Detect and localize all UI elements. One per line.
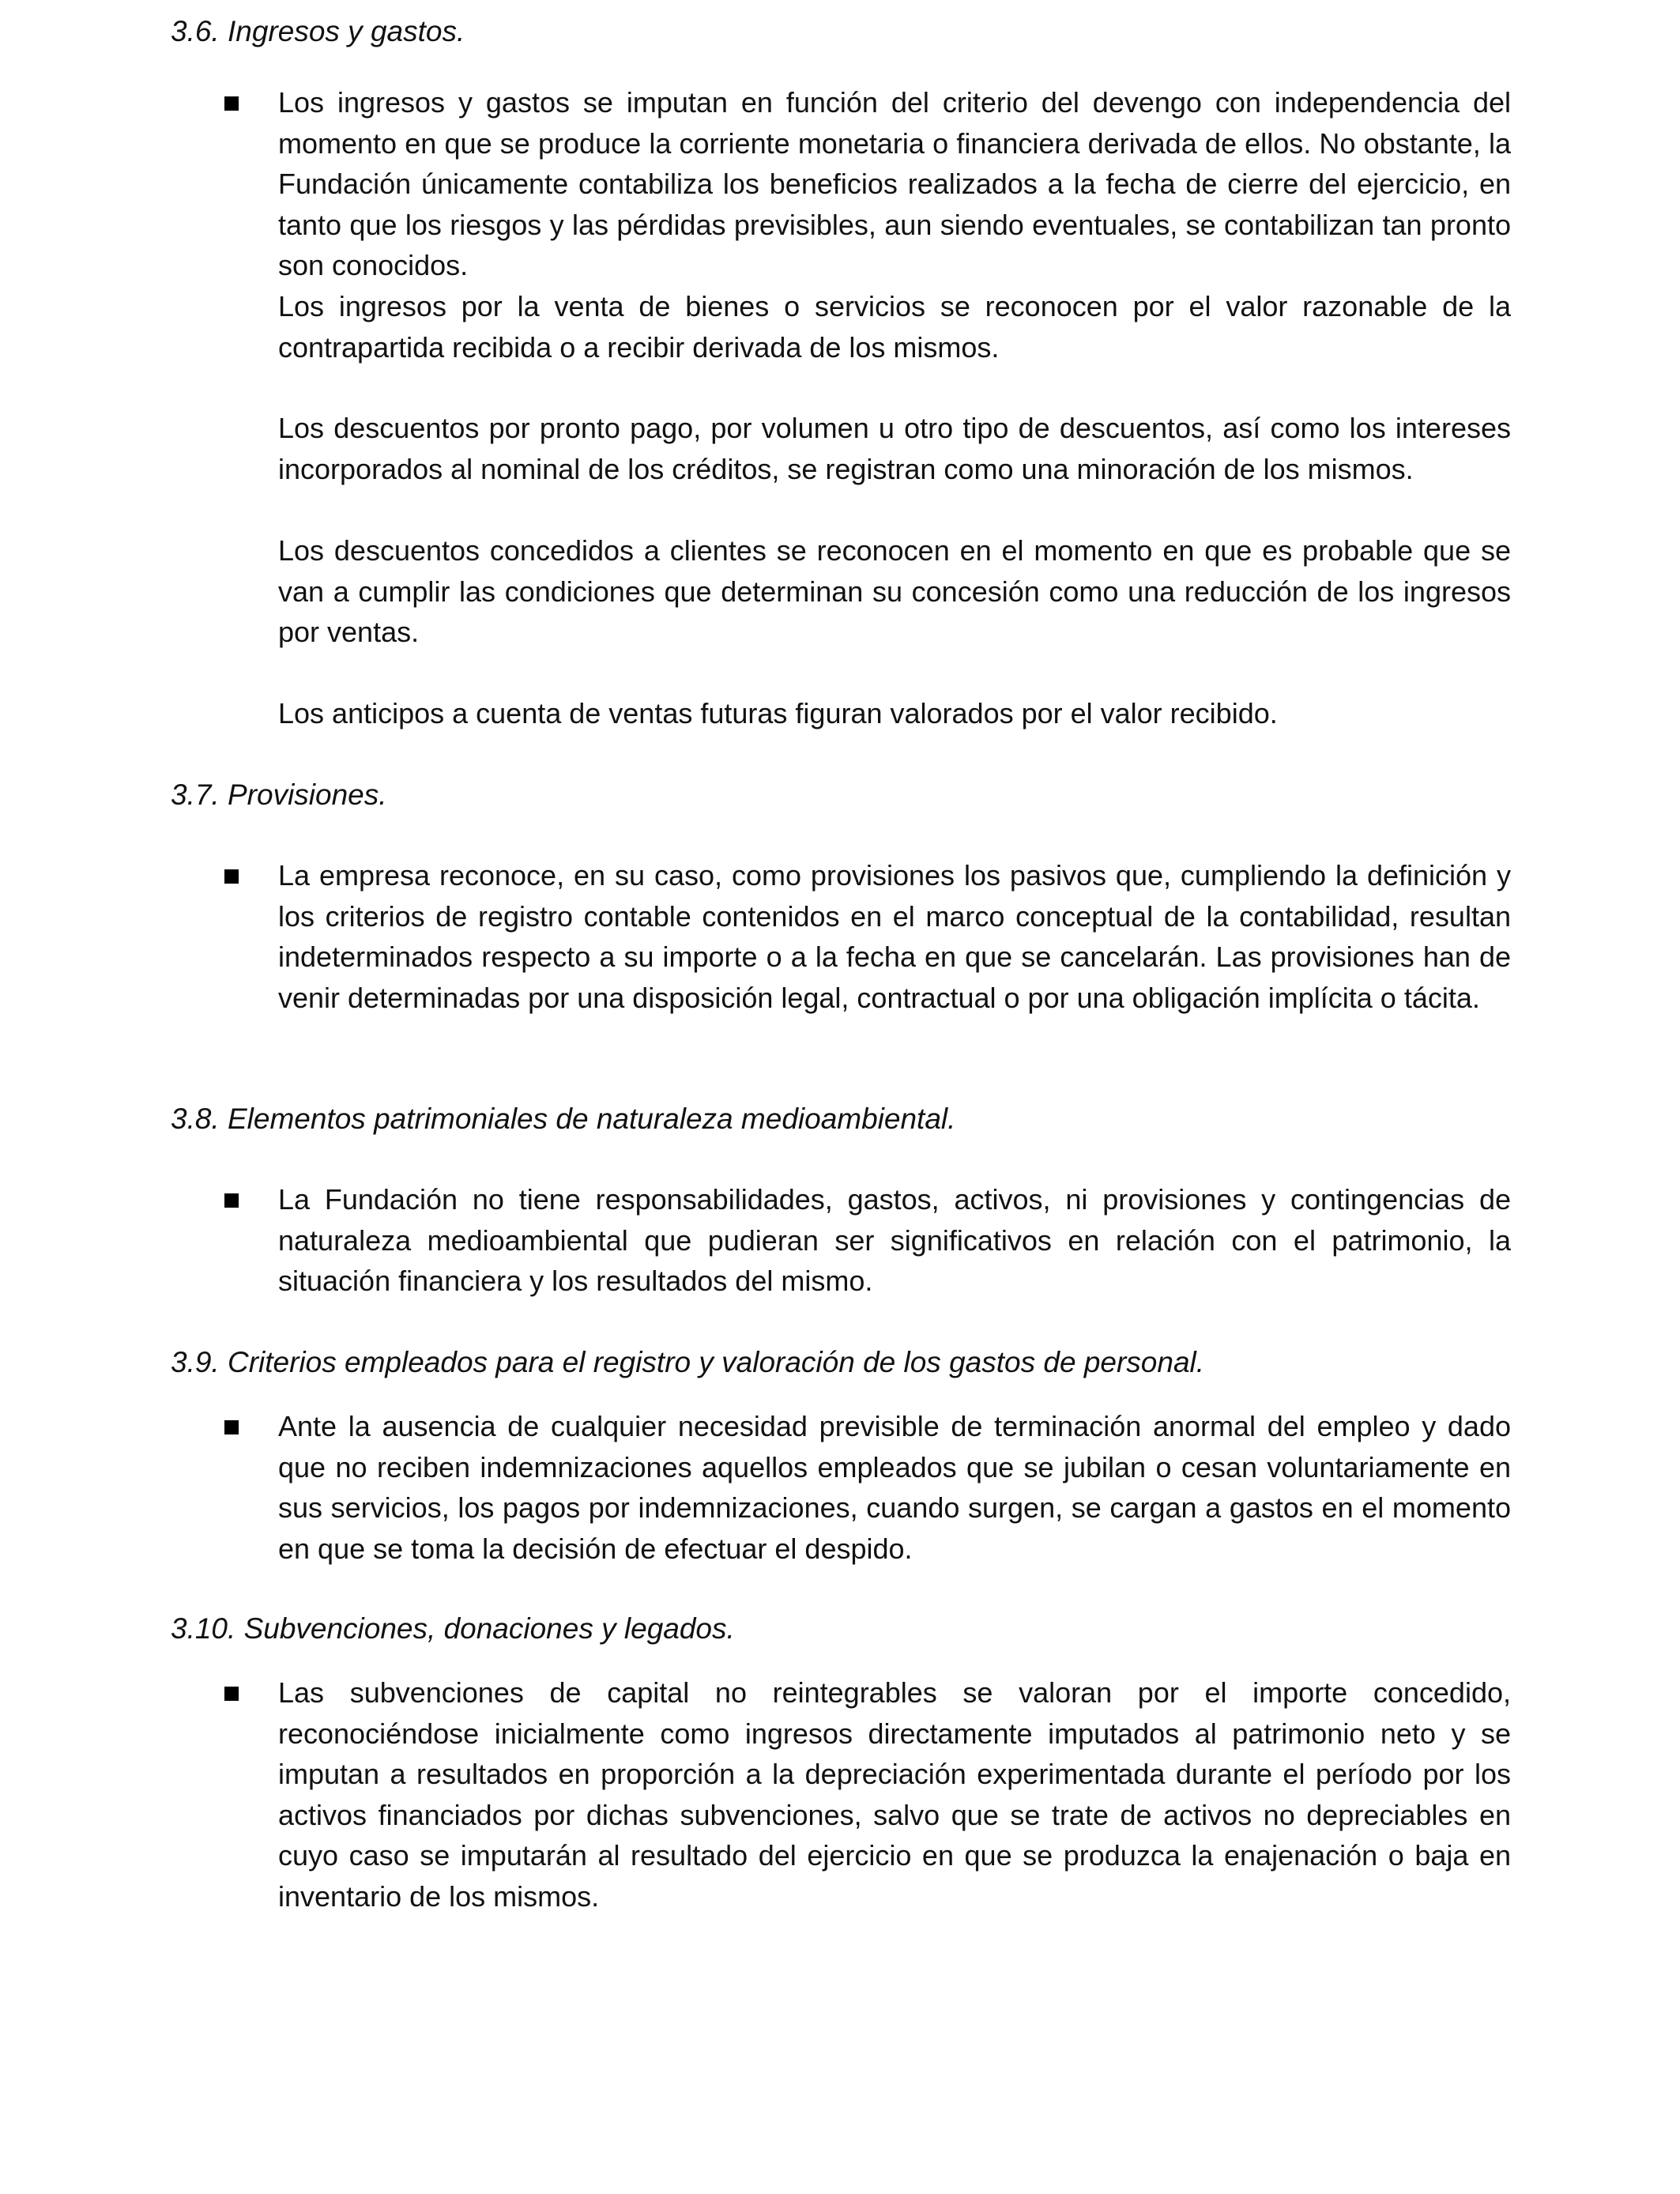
paragraph-gastos-personal: Ante la ausencia de cualquier necesidad previsible de terminación anormal del empleo y dado que no reciben indemnizaciones aquellos empleados que se jubilan o cesan voluntariamente en sus servicios, los pagos por indemnizaciones, cuando surgen, se cargan a gastos en el momento en que se toma la decisión de efectuar el despido.	[278, 1410, 1511, 1565]
bullet-square-icon	[224, 1420, 239, 1434]
paragraph-descuentos-clientes: Los descuentos concedidos a clientes se reconocen en el momento en que es probable que se van a cumplir las condiciones que determinan su concesión como una reducción de los ingresos por ventas.	[278, 534, 1511, 648]
paragraph-subvenciones: Las subvenciones de capital no reintegrables se valoran por el importe concedido, reconociéndose inicialmente como ingresos directamente imputados al patrimonio neto y se imputan a resultados en proporción a la depreciación experimentada durante el período por los activos financiados por dichas subvenciones, salvo que se trate de activos no depreciables en cuyo caso se imputarán al resultado del ejercicio en que se produzca la enajenación o baja en inventario de los mismos.	[278, 1676, 1511, 1913]
paragraph-ingresos-venta: Los ingresos por la venta de bienes o servicios se reconocen por el valor razonable de la contrapartida recibida o a recibir derivada de los mismos.	[278, 290, 1511, 364]
bullet-square-icon	[224, 96, 239, 111]
bullet-square-icon	[224, 1687, 239, 1701]
paragraph-descuentos-pronto-pago: Los descuentos por pronto pago, por volumen u otro tipo de descuentos, así como los intereses incorporados al nominal de los créditos, se registran como una minoración de los mismos.	[278, 412, 1511, 485]
paragraph-provisiones: La empresa reconoce, en su caso, como provisiones los pasivos que, cumpliendo la definición y los criterios de registro contable contenidos en el marco conceptual de la contabilidad, resultan indeterminados respecto a su importe o a la fecha en que se cancelarán. Las provisiones han de venir determinadas por una disposición legal, contractual o por una obligación implícita o tácita.	[278, 859, 1511, 1014]
paragraph-ingresos-devengo: Los ingresos y gastos se imputan en función del criterio del devengo con independencia del momento en que se produce la corriente monetaria o financiera derivada de ellos. No obstante, la Fundación únicamente contabiliza los beneficios realizados a la fecha de cierre del ejercicio, en tanto que los riesgos y las pérdidas previsibles, aun siendo eventuales, se contabilizan tan pronto son conocidos.	[278, 86, 1511, 281]
section-heading-3-8: 3.8. Elementos patrimoniales de naturaleza medioambiental.	[171, 1103, 956, 1135]
paragraph-medioambiental: La Fundación no tiene responsabilidades, gastos, activos, ni provisiones y contingencias de naturaleza medioambiental que pudieran ser significativos en relación con el patrimonio, la situación financiera y los resultados del mismo.	[278, 1183, 1511, 1297]
section-heading-3-7: 3.7. Provisiones.	[171, 778, 387, 811]
section-heading-3-10: 3.10. Subvenciones, donaciones y legados.	[171, 1612, 735, 1645]
bullet-square-icon	[224, 869, 239, 884]
paragraph-anticipos: Los anticipos a cuenta de ventas futuras figuran valorados por el valor recibido.	[278, 697, 1278, 729]
section-heading-3-9: 3.9. Criterios empleados para el registro y valoración de los gastos de personal.	[171, 1346, 1205, 1378]
bullet-square-icon	[224, 1193, 239, 1208]
section-heading-3-6: 3.6. Ingresos y gastos.	[171, 15, 465, 47]
